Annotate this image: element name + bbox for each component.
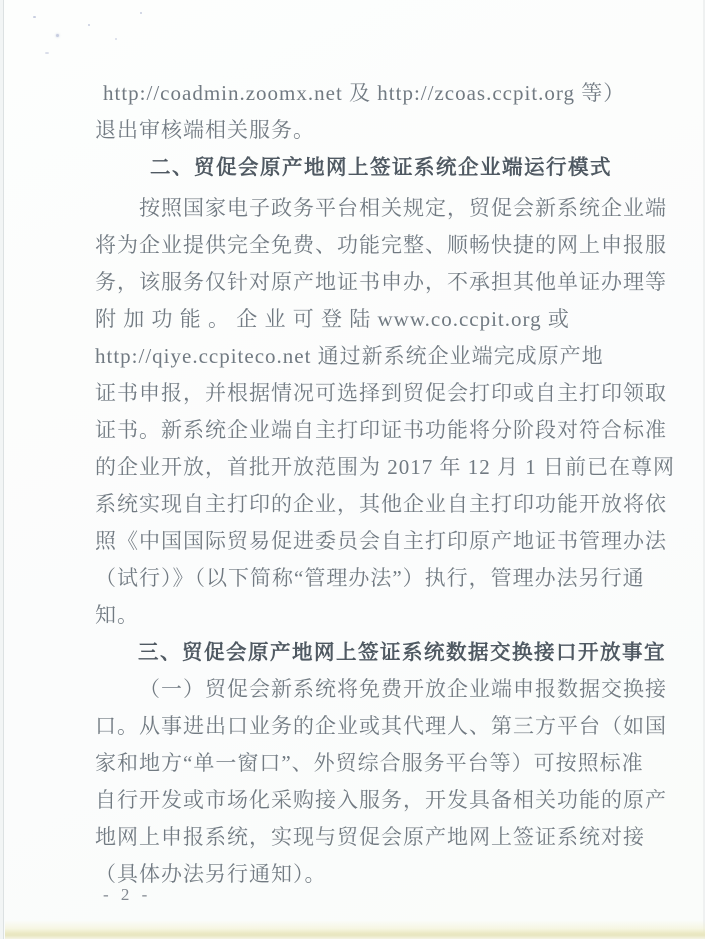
body-text-line: （具体办法另行通知）。 <box>95 862 327 886</box>
body-text-line: 证书。新系统企业端自主打印证书功能将分阶段对符合标准 <box>95 418 667 442</box>
body-text-line: 照《中国国际贸易促进委员会自主打印原产地证书管理办法 <box>95 529 667 553</box>
body-text-line: 务，该服务仅针对原产地证书申办，不承担其他单证办理等 <box>95 270 667 294</box>
scan-speck <box>140 12 142 14</box>
body-text-line: 退出审核端相关服务。 <box>95 118 315 142</box>
body-text-line: 家和地方“单一窗口”、外贸综合服务平台等）可按照标准 <box>95 751 644 775</box>
scan-speck <box>33 16 36 18</box>
body-text-line: 证书申报，并根据情况可选择到贸促会打印或自主打印领取 <box>95 381 667 405</box>
section-2-heading: 二、贸促会原产地网上签证系统企业端运行模式 <box>150 156 612 179</box>
scan-speck <box>115 38 117 40</box>
body-text-line: 自行开发或市场化采购接入服务，开发具备相关功能的原产 <box>95 788 667 812</box>
body-text-line: 按照国家电子政务平台相关规定，贸促会新系统企业端 <box>139 196 667 220</box>
body-text-line: 将为企业提供完全免费、功能完整、顺畅快捷的网上申报服 <box>95 233 667 257</box>
body-text-line: （一）贸促会新系统将免费开放企业端申报数据交换接 <box>139 677 667 701</box>
scan-edge-line <box>3 0 4 939</box>
document-body <box>95 75 675 893</box>
body-text-line: http://qiye.ccpiteco.net 通过新系统企业端完成原产地 <box>95 344 604 368</box>
body-text-line: http://coadmin.zoomx.net 及 http://zcoas.ccpit.org 等） <box>103 81 626 105</box>
scan-speck <box>45 52 49 54</box>
body-text-line: 地网上申报系统，实现与贸促会原产地网上签证系统对接 <box>95 825 645 849</box>
section-3-heading: 三、贸促会原产地网上签证系统数据交换接口开放事宜 <box>138 641 666 664</box>
section-3-paragraph <box>95 671 667 893</box>
body-text-line: 的企业开放，首批开放范围为 2017 年 12 月 1 日前已在尊网 <box>95 455 675 479</box>
scan-speck <box>56 34 59 37</box>
body-text-line: 口。从事进出口业务的企业或其代理人、第三方平台（如国 <box>95 714 667 738</box>
page-number: - 2 - <box>103 885 152 904</box>
section-2-paragraph <box>95 190 675 634</box>
body-text-line: （试行）》（以下简称“管理办法”）执行，管理办法另行通 <box>95 566 645 590</box>
scan-speck <box>88 24 90 26</box>
body-text-line: 知。 <box>95 603 139 627</box>
body-text-line: 附 加 功 能 。 企 业 可 登 陆 www.co.ccpit.org 或 <box>95 307 570 331</box>
body-text-line: 系统实现自主打印的企业，其他企业自主打印功能开放将依 <box>95 492 667 516</box>
next-page-edge <box>5 920 705 939</box>
